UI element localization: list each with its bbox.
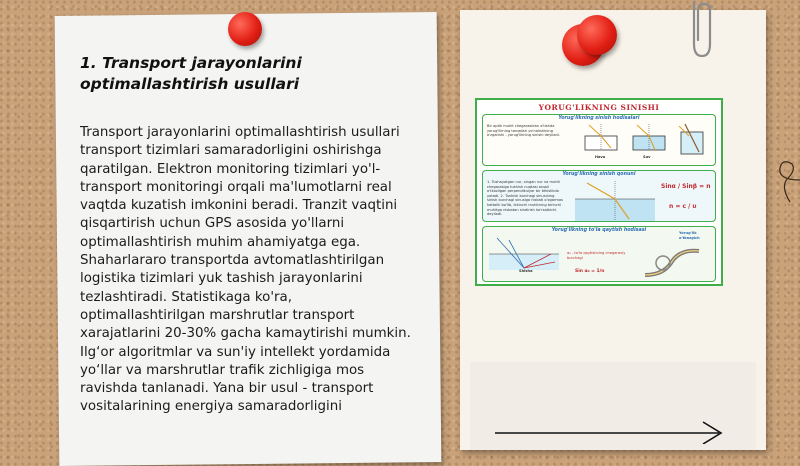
section-title: 1. Transport jarayonlarini optimallashtirish usullari — [80, 54, 302, 93]
label-water: Suv — [643, 155, 651, 159]
panel-heading: Yorug'likning sinish qonuni — [562, 172, 636, 177]
red-pushpin-icon — [577, 15, 617, 55]
poster-panel-refraction-law — [482, 170, 716, 222]
curl-decoration-icon — [770, 150, 800, 210]
panel-heading: Yorug'likning to'la qaytish hodisasi — [551, 228, 647, 233]
refraction-poster-image — [475, 98, 723, 286]
index-formula: n = c / υ — [669, 203, 697, 210]
paperclip-icon — [684, 0, 714, 60]
poster-title: YORUG'LIKNING SINISHI — [538, 103, 660, 112]
panel-text: α₀ - to'la qaytishning chegaraviy burchagi — [567, 251, 626, 260]
critical-angle-formula: Sin α₀ = 1/n — [575, 269, 605, 274]
red-pushpin-icon — [228, 12, 262, 46]
total-reflection-diagram-icon — [489, 236, 559, 270]
poster-panel-refraction-phenomena — [482, 114, 716, 166]
label-light-guide: Yorug'lik o'tkazgich — [679, 231, 700, 240]
panel-text: Bir optik muhit chegarasidan o'tishda yorug'likning tarqalish yo'nalishining o'zgarishi - yorug'likning sinishi deyiladi. — [487, 124, 560, 138]
panel-heading: Yorug'likning sinish hodisalari — [558, 116, 640, 121]
label-air: Havo — [595, 155, 606, 159]
refraction-law-diagram-icon — [575, 179, 655, 221]
section-body-text: Transport jarayonlarini optimallashtirish usullari transport tizimlari samaradorligini oshirishga qaratilgan. Elektron monitoring tizimlari yo'l-transport monitoringi orqali ma'lumotlarni real vaqtda kuzatish imkonini beradi. Tranzit vaqtini qisqartirish uchun GPS asosida yo'llarni optimallashtirish muhim ahamiyatga ega. Shaharlararo transportda avtomatlashtirilgan logistika tizimlari yuk tashish jarayonlarini tezlashtiradi. Statistikaga ko'ra, optimallashtirilgan marshrutlar transport xarajatlarini 20-30% gacha kamaytirishi mumkin. Ilg‘or algoritmlar va sun'iy intellekt yordamida yo‘llar va marshrutlar trafik zichligiga mos ravishda tanlanadi. Yana bir usul - transport vositalarining energiya samaradorligini — [80, 125, 411, 415]
poster-panel-total-reflection — [482, 226, 716, 282]
label-glass: Shisha — [519, 269, 533, 273]
panel-text: 1. Tushayotgan nur, singan nur va muhit chegarasiga tushish nuqtasi orqali o'tkazilgan perpendikulyar bir tekislikda yotadi. 2. Tushish burchagi sinusining sinish burchagi sinusiga nisbati o'zgarmas kattalik bo'lib, ikkinchi muhitning birinchi muhitga nisbatan sindirish ko'rsatkichi deyiladi. — [487, 180, 563, 217]
snell-formula: Sinα / Sinβ = n — [661, 183, 711, 190]
long-right-arrow-icon — [495, 420, 725, 444]
light-guide-icon — [643, 241, 709, 279]
